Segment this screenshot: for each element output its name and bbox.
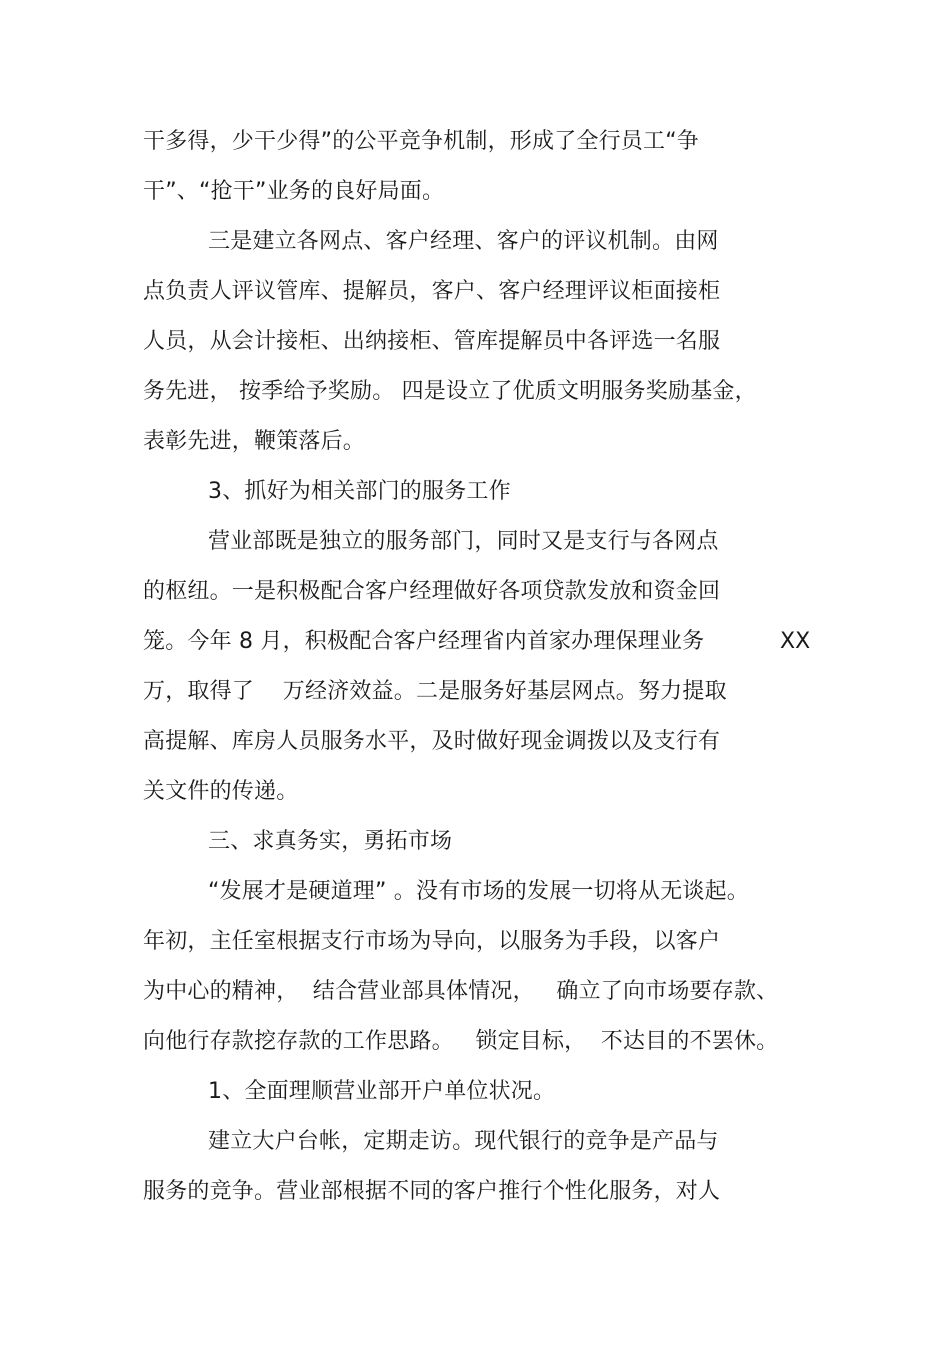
text-line: 关文件的传递。 (143, 779, 299, 804)
text-line: “发展才是硬道理” 。没有市场的发展一切将从无谈起。 (208, 879, 749, 904)
text-line: 营业部既是独立的服务部门，同时又是支行与各网点 (208, 529, 719, 554)
text-line: 服务的竞争。营业部根据不同的客户推行个性化服务，对人 (143, 1179, 721, 1204)
text-line: 务先进， 按季给予奖励。 四是设立了优质文明服务奖励基金， (143, 379, 757, 404)
text-line: 人员，从会计接柜、出纳接柜、管库提解员中各评选一名服 (143, 329, 721, 354)
placeholder-amount: XX (780, 629, 811, 654)
text-line: 万，取得了 万经济效益。二是服务好基层网点。努力提取 (143, 679, 727, 704)
text-line: 干”、“抢干”业务的良好局面。 (143, 179, 445, 204)
text-line: 表彰先进，鞭策落后。 (143, 429, 366, 454)
text-line: 的枢纽。一是积极配合客户经理做好各项贷款发放和资金回 (143, 579, 721, 604)
text-line: 笼。今年 8 月，积极配合客户经理省内首家办理保理业务 (143, 629, 705, 654)
text-line: 干多得，少干少得”的公平竞争机制，形成了全行员工“争 (143, 129, 699, 154)
text-line: 年初，主任室根据支行市场为导向，以服务为手段，以客户 (143, 929, 721, 954)
text-line: 高提解、库房人员服务水平，及时做好现金调拨以及支行有 (143, 729, 721, 754)
text-line: 点负责人评议管库、提解员，客户、客户经理评议柜面接柜 (143, 279, 721, 304)
text-line: 向他行存款挖存款的工作思路。 锁定目标， 不达目的不罢休。 (143, 1029, 779, 1054)
text-line: 为中心的精神， 结合营业部具体情况， 确立了向市场要存款、 (143, 979, 779, 1004)
text-line: 三是建立各网点、客户经理、客户的评议机制。由网 (208, 229, 719, 254)
section-heading: 1、全面理顺营业部开户单位状况。 (208, 1079, 556, 1104)
section-heading: 3、抓好为相关部门的服务工作 (208, 479, 511, 504)
text-line: 建立大户台帐，定期走访。现代银行的竞争是产品与 (208, 1129, 719, 1154)
section-heading: 三、求真务实，勇拓市场 (208, 829, 453, 854)
